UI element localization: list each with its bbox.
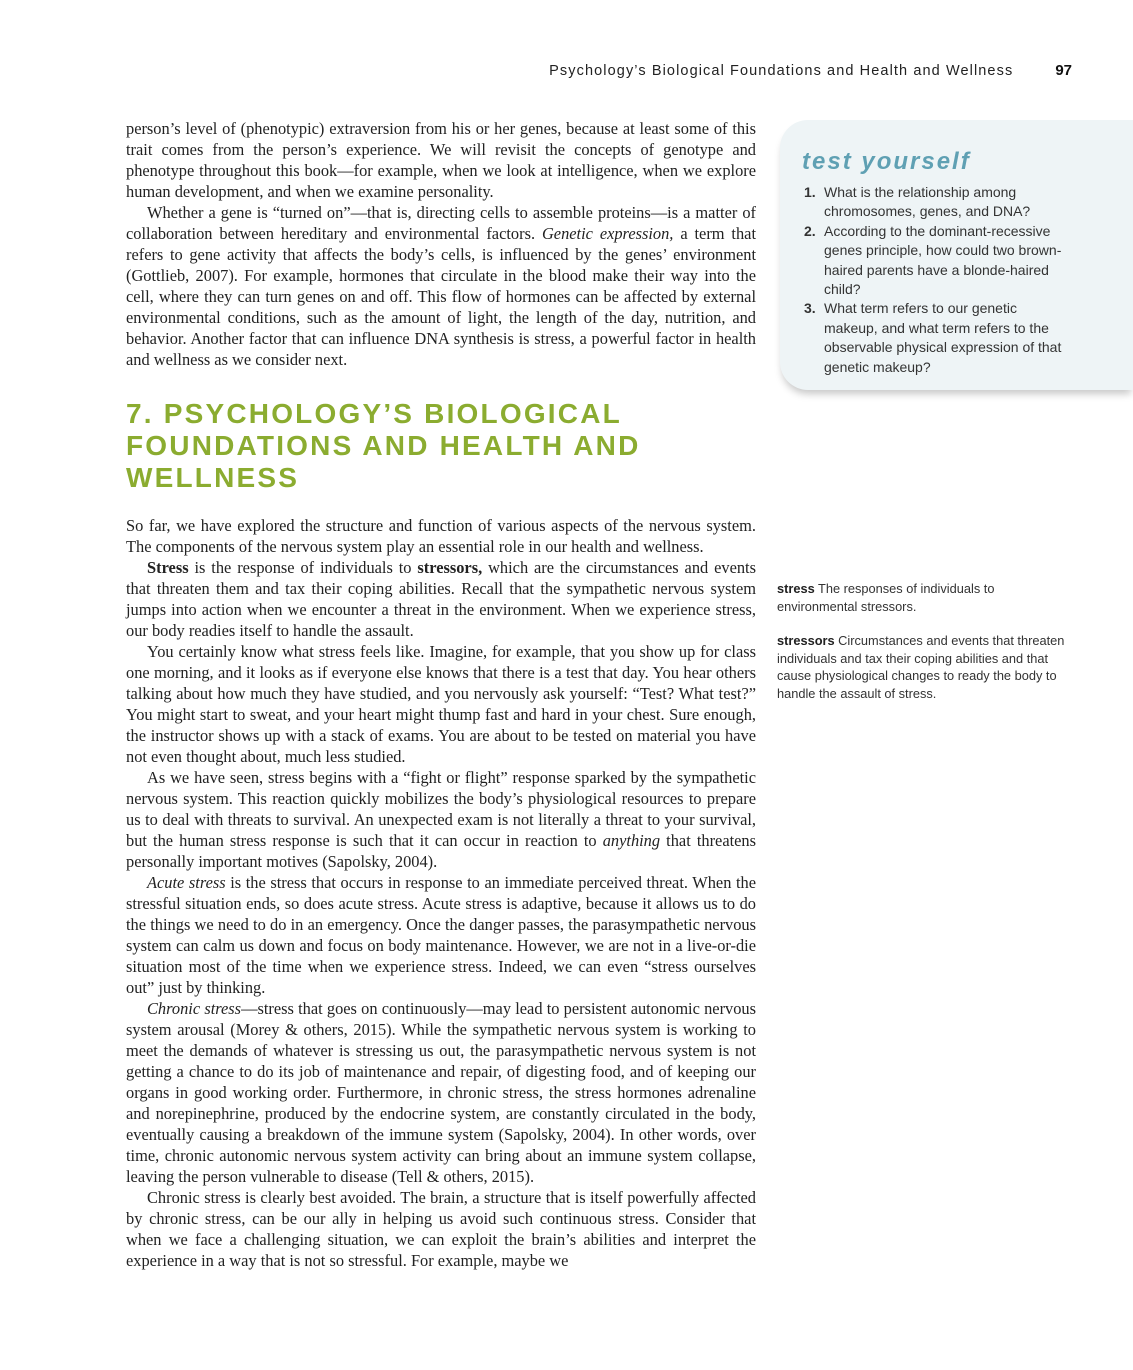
term-stress: Stress — [147, 558, 189, 577]
paragraph: Chronic stress is clearly best avoided. The brain, a structure that is itself powerfully affected by chronic stress, can be our ally in helping us avoid such continuous stress. Consider that when we face a challenging situation, we can exploit the brain’s abilities and interpret the experience in a way that is not so stressful. For example, maybe we — [126, 1188, 756, 1270]
term-acute-stress: Acute stress — [147, 873, 226, 892]
page-number: 97 — [1055, 62, 1072, 79]
paragraph: person’s level of (phenotypic) extraversion from his or her genes, because at least some of this trait comes from the person’s experience. We will revisit the concepts of genotype and phenotype throughout this book—for example, when we look at intelligence, when we explore human development, and when we examine personality. — [126, 119, 756, 201]
term-stressors: stressors, — [417, 558, 483, 577]
paragraph: Acute stress is the stress that occurs in response to an immediate perceived threat. When the stressful situation ends, so does acute stress. Acute stress is adaptive, because it allows us to do the things we need to do in an emergency. Once the danger passes, the parasympathetic nervous system can calm us down and focus on body maintenance. However, we are not in a live-or-die situation most of the time when we experience stress. Indeed, we can even “stress ourselves out” just by thinking. — [126, 873, 756, 997]
body-column-main — [126, 515, 756, 1271]
body-column-top — [126, 118, 756, 370]
test-yourself-box — [780, 120, 1133, 390]
running-head — [380, 62, 1072, 79]
section-heading: 7. PSYCHOLOGY’S BIOLOGICAL FOUNDATIONS AND HEALTH AND WELLNESS — [126, 398, 641, 493]
question-item: 3. What term refers to our genetic makeup, and what term refers to the observable physical expression of that genetic makeup? — [804, 300, 1062, 375]
test-yourself-title: test yourself — [802, 148, 971, 175]
question-item: 2. According to the dominant-recessive genes principle, how could two brown-haired parents have a blonde-haired child? — [804, 222, 1062, 298]
glossary-entry-stressors: stressors Circumstances and events that threaten individuals and tax their coping abilities and that cause physiological changes to ready the body to handle the assault of stress. — [777, 633, 1065, 701]
glossary-entry-stress: stress The responses of individuals to environmental stressors. — [777, 581, 995, 614]
term-chronic-stress: Chronic stress — [147, 999, 242, 1018]
paragraph: Whether a gene is “turned on”—that is, directing cells to assemble proteins—is a matter of collaboration between hereditary and environmental factors. Genetic expression, a term that refers to gene activity that affects the body’s cells, is influenced by the genes’ environment (Gottlieb, 2007). For example, hormones that circulate in the blood make their way into the cell, where they can turn genes on and off. This flow of hormones can be affected by external environmental conditions, such as the amount of light, the length of the day, nutrition, and behavior. Another factor that can influence DNA synthesis is stress, a powerful factor in health and wellness as we consider next. — [126, 203, 757, 369]
running-title: Psychology’s Biological Foundations and Health and Wellness — [549, 63, 1014, 79]
term-genetic-expression: Genetic expression, — [541, 224, 674, 243]
question-item: 1. What is the relationship among chromosomes, genes, and DNA? — [804, 184, 1031, 220]
paragraph: Chronic stress—stress that goes on continuously—may lead to persistent autonomic nervous system arousal (Morey & others, 2015). While the sympathetic nervous system is working to meet the demands of whatever is stressing us out, the parasympathetic nervous system is not getting a chance to do its job of maintenance and repair, of digesting food, and of keeping our organs in good working order. Furthermore, in chronic stress, the stress hormones adrenaline and norepinephrine, produced by the endocrine system, are constantly circulated in the body, eventually causing a breakdown of the immune system (Sapolsky, 2004). In other words, over time, chronic autonomic nervous system activity can bring about an immune system collapse, leaving the person vulnerable to disease (Tell & others, 2015). — [126, 999, 756, 1186]
paragraph: You certainly know what stress feels like. Imagine, for example, that you show up for class one morning, and it looks as if everyone else knows that there is a test that day. You hear others talking about how much they have studied, and you nervously ask yourself: “Test? What test?” You might start to sweat, and your heart might thump fast and hard in your chest. Sure enough, the instructor shows up with a stack of exams. You are about to be tested on material you have not even thought about, much less studied. — [126, 642, 756, 766]
paragraph: So far, we have explored the structure and function of various aspects of the nervous system. The components of the nervous system play an essential role in our health and wellness. — [126, 516, 756, 556]
paragraph: Stress is the response of individuals to stressors, which are the circumstances and events that threaten them and tax their coping abilities. Recall that the sympathetic nervous system jumps into action when we encounter a threat in the environment. When we experience stress, our body readies itself to handle the assault. — [126, 558, 756, 640]
paragraph: As we have seen, stress begins with a “fight or flight” response sparked by the sympathetic nervous system. This reaction quickly mobilizes the body’s physiological resources to prepare us to deal with threats to survival. An unexpected exam is not literally a threat to your survival, but the human stress response is such that it can occur in reaction to anything that threatens personally important motives (Sapolsky, 2004). — [126, 768, 756, 871]
question-list — [804, 183, 1074, 377]
